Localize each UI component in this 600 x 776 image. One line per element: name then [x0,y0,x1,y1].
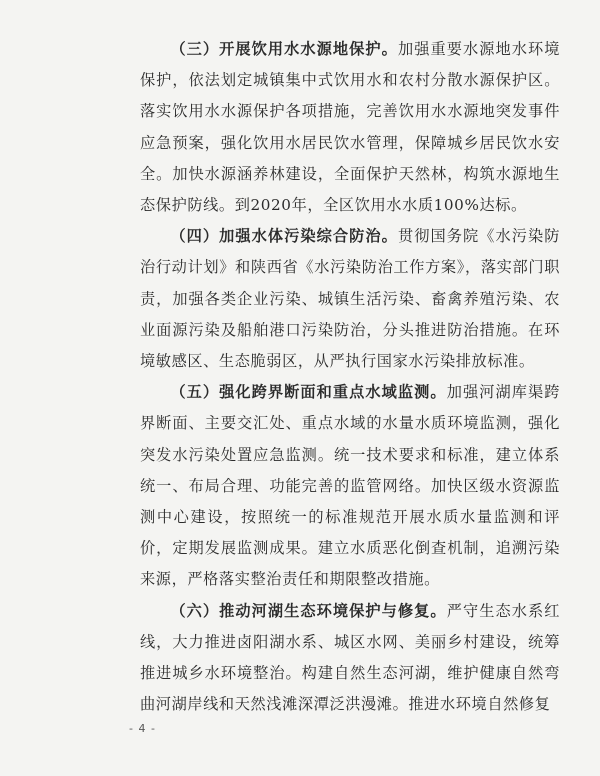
paragraph-heading: （四）加强水体污染综合防治。 [170,227,398,246]
paragraph-heading: （六）推动河湖生态环境保护与修复。 [170,601,447,620]
paragraph-heading: （三）开展饮用水水源地保护。 [170,40,398,58]
paragraph-water-source-protection [140,34,560,221]
document-body [140,34,560,720]
page-number: - 4 - [129,722,156,735]
paragraph-text: 贯彻国务院《水污染防治行动计划》和陕西省《水污染防治工作方案》，落实部门职责，加强各类企业污染、城镇生活污染、畜禽养殖污染、农业面源污染及船舶港口污染防治，分头推进防治措施。在环境敏感区、生态脆弱区，从严执行国家水污染排放标准。 [140,227,561,371]
paragraph-heading: （五）强化跨界断面和重点水域监测。 [170,383,447,402]
paragraph-text: 加强重要水源地水环境保护，依法划定城镇集中式饮用水和农村分散水源保护区。落实饮用水水源保护各项措施，完善饮用水水源地突发事件应急预案，强化饮用水居民饮水管理，保障城乡居民饮水安全。加快水源涵养林建设，全面保护天然林，构筑水源地生态保护防线。到2020年，全区饮用水水质100%达标。 [140,40,561,215]
paragraph-cross-boundary-monitoring [140,377,560,595]
paragraph-river-lake-restoration [140,596,560,721]
paragraph-pollution-prevention [140,221,560,377]
paragraph-text: 加强河湖库渠跨界断面、主要交汇处、重点水域的水量水质环境监测，强化突发水污染处置应急监测。统一技术要求和标准，建立体系统一、布局合理、功能完善的监管网络。加快区级水资源监测中心建设，按照统一的标准规范开展水质水量监测和评价，定期发展监测成果。建立水质恶化倒查机制，追溯污染来源，严格落实整治责任和期限整改措施。 [140,383,561,589]
paragraph-text: 严守生态水系红线，大力推进卤阳湖水系、城区水网、美丽乡村建设，统筹推进城乡水环境整治。构建自然生态河湖，维护健康自然弯曲河湖岸线和天然浅滩深潭泛洪漫滩。推进水环境自然修复 [140,601,561,714]
